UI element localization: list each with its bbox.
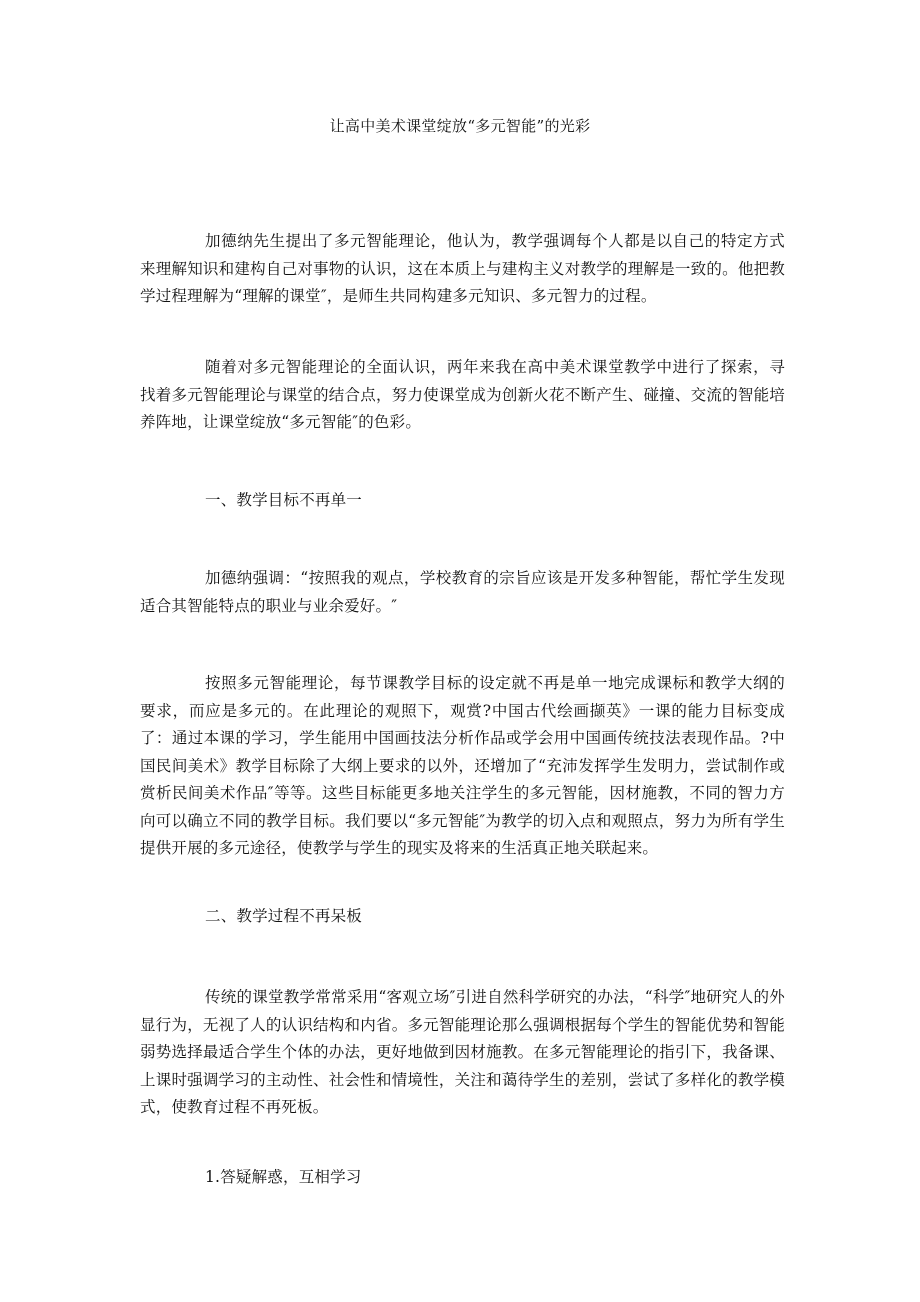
- intro-paragraph-1: 加德纳先生提出了多元智能理论，他认为，教学强调每个人都是以自己的特定方式来理解知识和建构自己对事物的认识，这在本质上与建构主义对教学的理解是一致的。他把教学过程理解为“理解的课堂″，是师生共同构建多元知识、多元智力的过程。: [140, 232, 785, 305]
- section1-quote-paragraph: 加德纳强调：“按照我的观点，学校教育的宗旨应该是开发多种智能，帮忙学生发现适合其智能特点的职业与业余爱好。″: [140, 569, 785, 615]
- intro-paragraph-2: 随着对多元智能理论的全面认识，两年来我在高中美术课堂教学中进行了探索，寻找着多元智能理论与课堂的结合点，努力使课堂成为创新火花不断产生、碰撞、交流的智能培养阵地，让课堂绽放“多元智能″的色彩。: [140, 358, 785, 431]
- section-heading-2: 二、教学过程不再呆板: [205, 907, 363, 925]
- section-heading-1: 一、教学目标不再单一: [205, 491, 363, 509]
- section1-body-paragraph: 按照多元智能理论，每节课教学目标的设定就不再是单一地完成课标和教学大纲的要求，而应是多元的。在此理论的观照下，观赏?中国古代绘画撷英》一课的能力目标变成了：通过本课的学习，学生能用中国画技法分析作品或学会用中国画传统技法表现作品。?中国民间美术》教学目标除了大纲上要求的以外，还增加了“充沛发挥学生发明力，尝试制作或赏析民间美术作品″等等。这些目标能更多地关注学生的多元智能，因材施教，不同的智力方向可以确立不同的教学目标。我们要以“多元智能″为教学的切入点和观照点，努力为所有学生提供开展的多元途径，使教学与学生的现实及将来的生活真正地关联起来。: [140, 674, 785, 857]
- subsection-heading-1: 1.答疑解惑，互相学习: [205, 1168, 362, 1186]
- section2-body-paragraph: 传统的课堂教学常常采用“客观立场″引进自然科学研究的办法，“科学″地研究人的外显行为，无视了人的认识结构和内省。多元智能理论那么强调根据每个学生的智能优势和智能弱势选择最适合学生个体的办法，更好地做到因材施教。在多元智能理论的指引下，我备课、上课时强调学习的主动性、社会性和情境性，关注和蔼待学生的差别，尝试了多样化的教学模式，使教育过程不再死板。: [140, 988, 785, 1116]
- page-title: 让高中美术课堂绽放“多元智能”的光彩: [329, 117, 591, 135]
